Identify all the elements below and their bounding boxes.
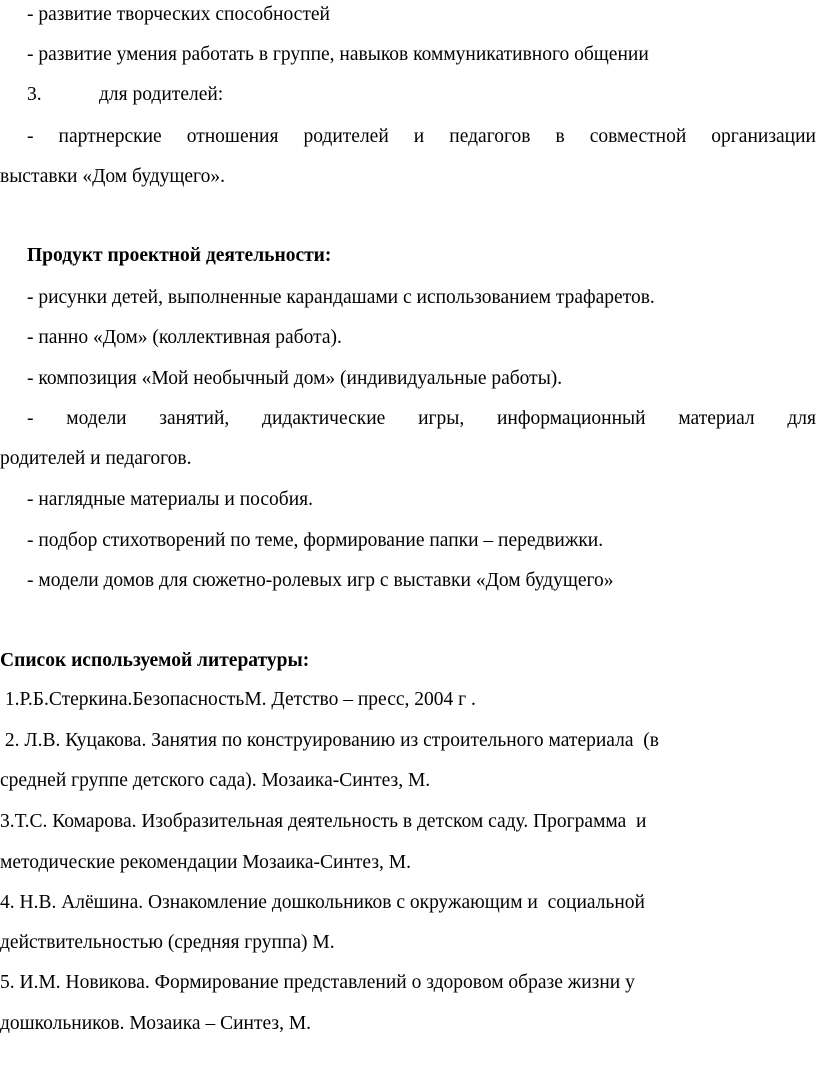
literature-entry-cont: средней группе детского сада). Мозаика-Синтез, М. xyxy=(0,770,431,791)
parents-section-heading xyxy=(0,82,816,108)
goal-creative-abilities: - развитие творческих способностей xyxy=(27,4,330,25)
parents-section-label: для родителей: xyxy=(99,84,224,105)
goal-parents-partnership-cont: выставки «Дом будущего». xyxy=(0,166,225,187)
parents-section-number: 3. xyxy=(27,84,42,105)
product-item: - наглядные материалы и пособия. xyxy=(27,489,313,510)
product-item-cont: родителей и педагогов. xyxy=(0,448,192,469)
literature-entry-cont: дошкольников. Мозаика – Синтез, М. xyxy=(0,1013,312,1034)
goal-teamwork: - развитие умения работать в группе, навыков коммуникативного общении xyxy=(27,44,649,65)
literature-entry: 2. Л.В. Куцакова. Занятия по конструированию из строительного материала (в xyxy=(0,730,659,751)
goal-parents-partnership: - партнерские отношения родителей и педагогов в совместной организации xyxy=(27,126,816,147)
product-item: - модели занятий, дидактические игры, информационный материал для xyxy=(27,408,816,429)
literature-entry: 4. Н.В. Алёшина. Ознакомление дошкольников с окружающим и социальной xyxy=(0,892,645,913)
product-item: - модели домов для сюжетно-ролевых игр с выставки «Дом будущего» xyxy=(27,570,614,591)
literature-entry-cont: действительностью (средняя группа) М. xyxy=(0,932,335,953)
literature-entry-cont: методические рекомендации Мозаика-Синтез, М. xyxy=(0,852,411,873)
product-item: - рисунки детей, выполненные карандашами с использованием трафаретов. xyxy=(27,287,655,308)
product-item: - композиция «Мой необычный дом» (индивидуальные работы). xyxy=(27,368,563,389)
literature-entry: 3.Т.С. Комарова. Изобразительная деятельность в детском саду. Программа и xyxy=(0,811,647,832)
product-item: - подбор стихотворений по теме, формирование папки – передвижки. xyxy=(27,530,604,551)
product-heading: Продукт проектной деятельности: xyxy=(27,245,332,266)
literature-heading: Список используемой литературы: xyxy=(0,650,310,671)
literature-entry: 1.Р.Б.Стеркина.БезопасностьМ. Детство – пресс, 2004 г . xyxy=(0,689,476,710)
literature-entry: 5. И.М. Новикова. Формирование представлений о здоровом образе жизни у xyxy=(0,972,635,993)
product-item: - панно «Дом» (коллективная работа). xyxy=(27,327,342,348)
